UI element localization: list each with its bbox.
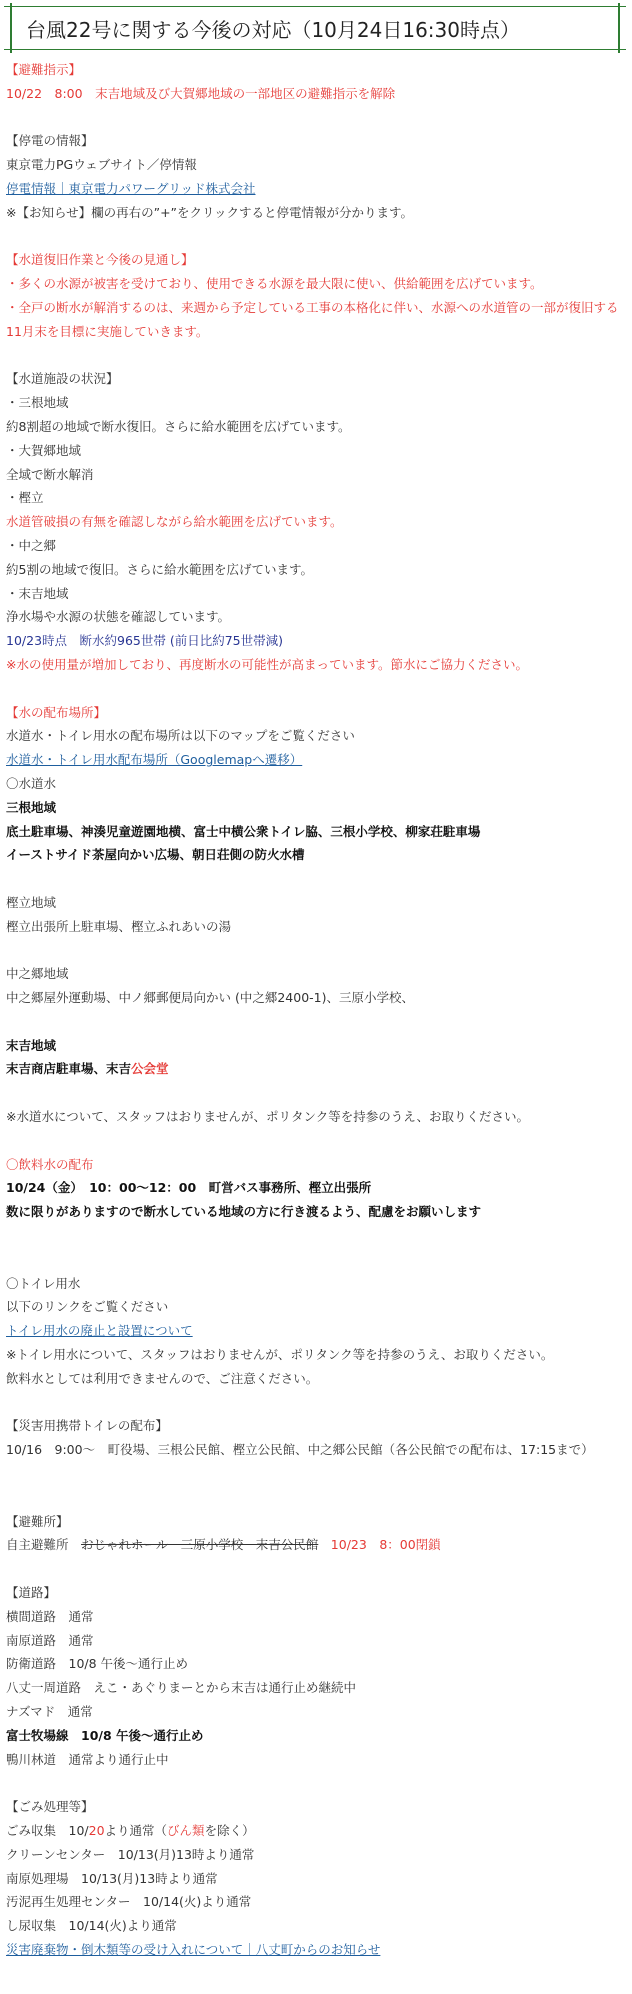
road-item: ナズマド 通常 bbox=[6, 1703, 93, 1719]
distribution-note: ※水道水について、スタッフはおりませんが、ポリタンク等を持参のうえ、お取りください。 bbox=[6, 1109, 529, 1125]
power-note: ※【お知らせ】欄の再右の”+”をクリックすると停電情報が分かります。 bbox=[6, 204, 414, 220]
distribution-kashitate-places: 樫立出張所上駐車場、樫立ふれあいの湯 bbox=[6, 918, 232, 934]
facilities-ookago-text: 全域で断水解消 bbox=[6, 466, 94, 482]
title-box bbox=[4, 6, 626, 50]
facilities-nakanogo-text: 約5割の地域で復旧。さらに給水範囲を広げています。 bbox=[6, 561, 313, 577]
distribution-kashitate-label: 樫立地域 bbox=[6, 894, 57, 910]
water-restore-heading: 【水道復旧作業と今後の見通し】 bbox=[6, 252, 194, 268]
distribution-sueyoshi-places bbox=[6, 1057, 624, 1081]
power-source: 東京電力PGウェブサイト／停情報 bbox=[6, 157, 197, 173]
distribution-tap-label: 〇水道水 bbox=[6, 775, 57, 791]
spacer bbox=[6, 1010, 624, 1034]
facilities-kashitate-text: 水道管破損の有無を確認しながら給水範囲を広げています。 bbox=[6, 514, 343, 530]
portable-toilet-heading: 【災害用携帯トイレの配布】 bbox=[6, 1418, 168, 1434]
power-outage-link[interactable]: 停電情報｜東京電力パワーグリッド株式会社 bbox=[6, 180, 256, 196]
garbage-item: し尿収集 10/14(火)より通常 bbox=[6, 1918, 177, 1934]
spacer bbox=[6, 225, 624, 249]
roads-heading: 【道路】 bbox=[6, 1585, 57, 1600]
drinking-line1: 10/24（金） 10：00～12：00 町営バス事務所、樫立出張所 bbox=[6, 1180, 372, 1196]
facilities-ookago-label: ・大賀郷地域 bbox=[6, 442, 82, 458]
evacuation-heading: 【避難指示】 bbox=[6, 62, 82, 77]
distribution-mitsune-places2: イーストサイド茶屋向かい広場、朝日荘側の防火水槽 bbox=[6, 847, 305, 863]
garbage-heading: 【ごみ処理等】 bbox=[6, 1799, 94, 1815]
road-item: 横間道路 通常 bbox=[6, 1608, 94, 1624]
facilities-mitsune-label: ・三根地域 bbox=[6, 395, 69, 411]
spacer bbox=[6, 1248, 624, 1272]
water-restore-line2: ・全戸の断水が解消するのは、来週から予定している工事の本格化に伴い、水源への水道管の一部が復旧する11月末を目標に実施していきます。 bbox=[6, 299, 619, 339]
garbage-item: 南原処理場 10/13(月)13時より通常 bbox=[6, 1870, 218, 1886]
spacer bbox=[6, 1081, 624, 1105]
garbage-item: 汚泥再生処理センター 10/14(火)より通常 bbox=[6, 1894, 252, 1910]
toilet-heading: 〇トイレ用水 bbox=[6, 1275, 81, 1291]
facilities-heading: 【水道施設の状況】 bbox=[6, 371, 119, 387]
distribution-mitsune-label: 三根地域 bbox=[6, 799, 57, 815]
road-item: 鴨川林道 通常より通行止中 bbox=[6, 1751, 169, 1767]
page-title: 台風22号に関する今後の対応（10月24日16:30時点） bbox=[26, 18, 520, 42]
garbage-line1-d: びん類 bbox=[167, 1822, 205, 1838]
garbage-line1-e: を除く） bbox=[204, 1822, 255, 1838]
spacer bbox=[6, 867, 624, 891]
spacer bbox=[6, 1771, 624, 1795]
road-item: 八丈一周道路 えこ・あぐりまーとから末吉は通行止め継続中 bbox=[6, 1680, 357, 1696]
distribution-map-link[interactable]: 水道水・トイレ用水配布場所（Googlemapへ遷移） bbox=[6, 752, 303, 768]
distribution-mitsune-places1: 底土駐車場、神湊児童遊園地横、富士中横公衆トイレ脇、三根小学校、柳家荘駐車場 bbox=[6, 823, 481, 839]
facilities-warning: ※水の使用量が増加しており、再度断水の可能性が高まっています。節水にご協力ください。 bbox=[6, 656, 528, 672]
toilet-note1: ※トイレ用水について、スタッフはおりませんが、ポリタンク等を持参のうえ、お取りください。 bbox=[6, 1347, 554, 1363]
garbage-item: クリーンセンター 10/13(月)13時より通常 bbox=[6, 1846, 255, 1862]
garbage-link[interactable]: 災害廃棄物・倒木類等の受け入れについて｜八丈町からのお知らせ bbox=[6, 1941, 381, 1957]
sueyoshi-places-b: 公会堂 bbox=[131, 1061, 169, 1077]
facilities-mitsune-text: 約8割超の地域で断水復旧。さらに給水範囲を広げています。 bbox=[6, 418, 351, 434]
toilet-intro: 以下のリンクをご覧ください bbox=[6, 1299, 169, 1315]
facilities-nakanogo-label: ・中之郷 bbox=[6, 537, 57, 553]
toilet-note2: 飲料水としては利用できませんので、ご注意ください。 bbox=[6, 1370, 319, 1386]
water-restore-line1: ・多くの水源が被害を受けており、使用できる水源を最大限に使い、供給範囲を広げています。 bbox=[6, 276, 543, 292]
distribution-nakanogo-label: 中之郷地域 bbox=[6, 966, 69, 982]
garbage-line1-c: より通常（ bbox=[104, 1822, 168, 1838]
shelter-heading: 【避難所】 bbox=[6, 1513, 69, 1529]
spacer bbox=[6, 1557, 624, 1581]
shelter-line bbox=[6, 1533, 624, 1557]
power-heading: 【停電の情報】 bbox=[6, 133, 94, 149]
distribution-heading: 【水の配布場所】 bbox=[6, 704, 107, 720]
facilities-sueyoshi-text: 浄水場や水源の状態を確認しています。 bbox=[6, 609, 231, 625]
spacer bbox=[6, 344, 624, 368]
toilet-link[interactable]: トイレ用水の廃止と設置について bbox=[6, 1323, 193, 1339]
garbage-line1-b: 20 bbox=[88, 1822, 105, 1838]
spacer bbox=[6, 1391, 624, 1415]
drinking-line2: 数に限りがありますので断水している地域の方に行き渡るよう、配慮をお願いします bbox=[6, 1204, 482, 1220]
distribution-intro: 水道水・トイレ用水の配布場所は以下のマップをご覧ください bbox=[6, 728, 355, 744]
shelter-struck: おじゃれホール 三原小学校 末吉公民館 bbox=[81, 1537, 319, 1553]
content bbox=[6, 58, 624, 1962]
facilities-sueyoshi-label: ・末吉地域 bbox=[6, 585, 69, 601]
distribution-nakanogo-places: 中之郷屋外運動場、中ノ郷郵便局向かい (中之郷2400-1)、三原小学校、 bbox=[6, 990, 415, 1006]
road-item: 南原道路 通常 bbox=[6, 1632, 94, 1648]
spacer bbox=[6, 677, 624, 701]
facilities-count: 10/23時点 断水約965世帯 (前日比約75世帯減) bbox=[6, 633, 284, 649]
facilities-kashitate-label: ・樫立 bbox=[6, 490, 44, 506]
spacer bbox=[6, 1129, 624, 1153]
spacer bbox=[6, 1486, 624, 1510]
shelter-closed: 10/23 8：00閉鎖 bbox=[330, 1537, 441, 1553]
distribution-sueyoshi-label: 末吉地域 bbox=[6, 1037, 57, 1053]
drinking-heading: 〇飲料水の配布 bbox=[6, 1156, 94, 1172]
evacuation-line: 10/22 8:00 末吉地域及び大賀郷地域の一部地区の避難指示を解除 bbox=[6, 85, 396, 101]
shelter-label: 自主避難所 bbox=[6, 1537, 82, 1553]
spacer bbox=[6, 106, 624, 130]
garbage-line1 bbox=[6, 1819, 624, 1843]
garbage-line1-a: ごみ収集 10/ bbox=[6, 1822, 89, 1838]
portable-toilet-line: 10/16 9:00～ 町役場、三根公民館、樫立公民館、中之郷公民館（各公民館での配布は、17:15まで） bbox=[6, 1442, 594, 1458]
spacer bbox=[6, 1224, 624, 1248]
road-item: 富士牧場線 10/8 午後～通行止め bbox=[6, 1727, 204, 1743]
spacer bbox=[6, 938, 624, 962]
sueyoshi-places-a: 末吉商店駐車場、末吉 bbox=[6, 1061, 132, 1077]
road-item: 防衛道路 10/8 午後～通行止め bbox=[6, 1656, 189, 1672]
